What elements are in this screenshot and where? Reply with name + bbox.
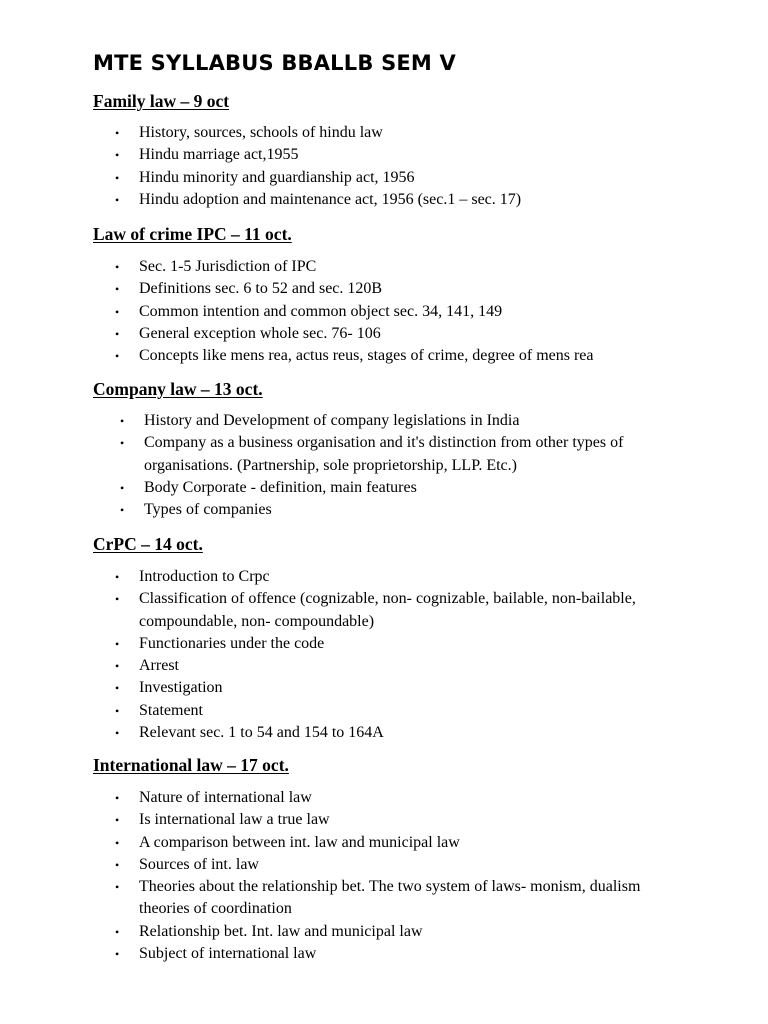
list-item-text: Types of companies — [144, 501, 272, 519]
list-item-text: Subject of international law — [139, 945, 317, 963]
bullet-list — [93, 566, 658, 744]
list-item-text: Relationship bet. Int. law and municipal law — [139, 922, 423, 940]
list-item — [93, 876, 663, 921]
bullet-icon: • — [115, 726, 120, 741]
bullet-icon: • — [120, 436, 125, 451]
document-title: MTE SYLLABUS BBALLB SEM V — [93, 51, 456, 75]
bullet-icon: • — [115, 282, 120, 297]
list-item-text: Statement — [139, 701, 203, 719]
list-item-text: Sec. 1-5 Jurisdiction of IPC — [139, 258, 317, 275]
bullet-icon: • — [115, 880, 120, 895]
section-heading: Law of crime IPC – 11 oct. — [93, 224, 292, 244]
list-item — [93, 588, 658, 633]
bullet-icon: • — [115, 170, 120, 185]
bullet-list — [93, 122, 693, 211]
bullet-icon: • — [115, 570, 120, 584]
section-heading: Company law – 13 oct. — [93, 379, 263, 399]
bullet-icon: • — [115, 636, 120, 651]
bullet-icon: • — [115, 681, 120, 696]
bullet-icon: • — [120, 414, 125, 428]
list-item — [93, 809, 663, 831]
bullet-icon: • — [115, 813, 120, 828]
bullet-icon: • — [115, 349, 120, 364]
bullet-icon: • — [115, 148, 120, 163]
list-item — [93, 122, 693, 144]
bullet-list — [93, 410, 683, 521]
list-item — [93, 921, 663, 943]
bullet-icon: • — [115, 326, 120, 341]
bullet-icon: • — [115, 857, 120, 872]
list-item-text: Definitions sec. 6 to 52 and sec. 120B — [139, 280, 383, 298]
section-law-of-crime — [93, 223, 693, 367]
list-item-text: Arrest — [139, 657, 179, 675]
bullet-icon: • — [115, 192, 120, 207]
list-item-text: Classification of offence (cognizable, non- cognizable, bailable, non-bailable, compoundable, non- compoundable) — [139, 590, 636, 630]
list-item — [93, 144, 693, 166]
section-crpc — [93, 533, 693, 744]
bullet-icon: • — [115, 835, 120, 850]
bullet-icon: • — [115, 304, 120, 319]
list-item-text: History, sources, schools of hindu law — [139, 124, 383, 141]
bullet-icon: • — [115, 592, 120, 607]
list-item-text: Hindu adoption and maintenance act, 1956 (sec.1 – sec. 17) — [139, 190, 522, 208]
list-item — [93, 256, 693, 278]
list-item-text: A comparison between int. law and municipal law — [139, 833, 460, 851]
list-item — [93, 432, 683, 477]
bullet-icon: • — [115, 703, 120, 718]
list-item-text: Theories about the relationship bet. The two system of laws- monism, dualism theories of coordination — [139, 878, 641, 918]
list-item — [93, 345, 693, 367]
bullet-icon: • — [115, 947, 120, 962]
list-item — [93, 722, 658, 744]
bullet-icon: • — [120, 480, 125, 495]
section-family-law — [93, 90, 693, 211]
list-item — [93, 566, 658, 588]
bullet-icon: • — [115, 659, 120, 674]
list-item — [93, 410, 683, 432]
list-item-text: History and Development of company legislations in India — [144, 412, 520, 429]
list-item-text: Relevant sec. 1 to 54 and 154 to 164A — [139, 724, 384, 742]
list-item-text: Sources of int. law — [139, 855, 259, 873]
list-item — [93, 787, 663, 809]
list-item — [93, 301, 693, 323]
list-item-text: Functionaries under the code — [139, 634, 325, 652]
list-item — [93, 832, 663, 854]
list-item — [93, 700, 658, 722]
list-item — [93, 323, 693, 345]
list-item-text: Introduction to Crpc — [139, 568, 270, 585]
list-item-text: General exception whole sec. 76- 106 — [139, 324, 381, 342]
list-item-text: Investigation — [139, 679, 223, 697]
bullet-icon: • — [115, 924, 120, 939]
list-item-text: Nature of international law — [139, 789, 312, 806]
list-item-text: Body Corporate - definition, main features — [144, 478, 417, 496]
list-item-text: Hindu marriage act,1955 — [139, 146, 299, 164]
list-item — [93, 499, 683, 521]
bullet-icon: • — [115, 791, 120, 805]
section-heading: CrPC – 14 oct. — [93, 534, 203, 554]
list-item — [93, 655, 658, 677]
list-item — [93, 677, 658, 699]
section-company-law — [93, 378, 693, 521]
list-item — [93, 189, 693, 211]
list-item-text: Common intention and common object sec. 34, 141, 149 — [139, 302, 503, 320]
list-item-text: Hindu minority and guardianship act, 1956 — [139, 168, 415, 186]
list-item — [93, 477, 683, 499]
list-item — [93, 278, 693, 300]
bullet-icon: • — [120, 503, 125, 518]
bullet-list — [93, 256, 693, 367]
bullet-icon: • — [115, 126, 120, 140]
section-heading: Family law – 9 oct — [93, 91, 230, 111]
list-item-text: Concepts like mens rea, actus reus, stages of crime, degree of mens rea — [139, 347, 594, 365]
list-item-text: Is international law a true law — [139, 811, 330, 829]
section-heading: International law – 17 oct. — [93, 755, 289, 775]
list-item — [93, 854, 663, 876]
list-item-text: Company as a business organisation and it's distinction from other types of organisations. (Partnership, sole proprietorship, LLP. Etc.) — [144, 434, 624, 474]
section-international-law — [93, 754, 693, 965]
bullet-icon: • — [115, 260, 120, 274]
list-item — [93, 943, 663, 965]
bullet-list — [93, 787, 663, 965]
list-item — [93, 167, 693, 189]
list-item — [93, 633, 658, 655]
